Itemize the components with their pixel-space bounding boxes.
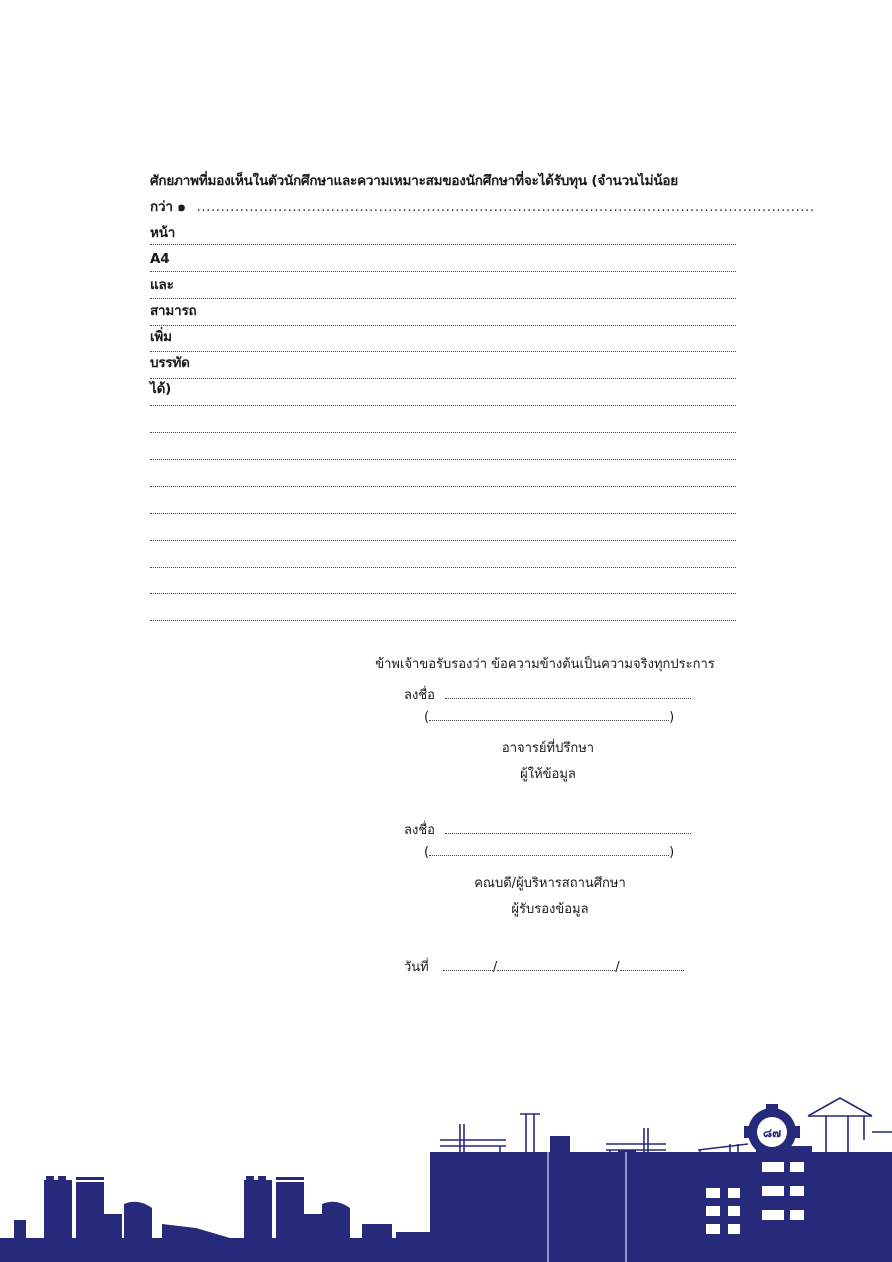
answer-line[interactable] bbox=[150, 311, 736, 338]
emblem-number: ๘๗ bbox=[762, 1126, 782, 1140]
signature-1-label: ลงชื่อ bbox=[404, 688, 435, 703]
date-row bbox=[404, 956, 684, 977]
city-skyline-footer bbox=[0, 1080, 892, 1262]
answer-line[interactable] bbox=[150, 472, 736, 499]
answer-lines bbox=[150, 230, 736, 633]
signature-2-role: คณบดี/ผู้บริหารสถานศึกษา bbox=[474, 876, 626, 891]
signature-2-name-line[interactable] bbox=[429, 845, 669, 856]
paren-open: ( bbox=[424, 710, 430, 725]
answer-line[interactable] bbox=[150, 257, 736, 284]
paren-close: ) bbox=[669, 845, 675, 860]
signature-1-role: อาจารย์ที่ปรึกษา bbox=[501, 741, 595, 756]
answer-line[interactable] bbox=[150, 284, 736, 311]
answer-line[interactable] bbox=[150, 445, 736, 472]
date-day-line[interactable] bbox=[443, 960, 493, 971]
signature-2-label: ลงชื่อ bbox=[404, 823, 435, 838]
answer-line[interactable] bbox=[150, 391, 736, 418]
date-month-line[interactable] bbox=[497, 960, 615, 971]
date-label: วันที่ bbox=[404, 960, 429, 975]
answer-line[interactable] bbox=[150, 580, 736, 607]
date-separator: / bbox=[492, 960, 498, 975]
signature-1-line[interactable] bbox=[445, 688, 691, 699]
signature-1-row bbox=[404, 684, 691, 705]
heading-answer-line[interactable]: ................................................................................................................................. bbox=[196, 199, 815, 215]
signature-1-name-line[interactable] bbox=[429, 710, 669, 721]
skyline-buildings bbox=[0, 1136, 892, 1262]
answer-line[interactable] bbox=[150, 606, 736, 633]
signature-2-row bbox=[404, 819, 691, 840]
answer-line[interactable] bbox=[150, 418, 736, 445]
heading-line-1: ศักยภาพที่มองเห็นในตัวนักศึกษาและความเหมาะสมของนักศึกษาที่จะได้รับทุน (จำนวนไม่น้อย bbox=[150, 173, 679, 189]
paren-open: ( bbox=[424, 845, 430, 860]
certification-statement: ข้าพเจ้าขอรับรองว่า ข้อความข้างต้นเป็นความจริงทุกประการ bbox=[375, 657, 715, 672]
answer-line[interactable] bbox=[150, 499, 736, 526]
signature-1-name-row bbox=[424, 710, 674, 725]
date-separator: / bbox=[615, 960, 620, 975]
answer-line[interactable] bbox=[150, 338, 736, 365]
signature-2-subrole: ผู้รับรองข้อมูล bbox=[511, 902, 589, 917]
answer-line[interactable] bbox=[150, 526, 736, 553]
answer-line[interactable] bbox=[150, 230, 736, 257]
answer-line[interactable] bbox=[150, 553, 736, 580]
answer-line[interactable] bbox=[150, 364, 736, 391]
signature-1-subrole: ผู้ให้ข้อมูล bbox=[520, 767, 576, 782]
paren-close: ) bbox=[669, 710, 675, 725]
date-year-line[interactable] bbox=[620, 960, 684, 971]
signature-2-name-row bbox=[424, 845, 674, 860]
signature-2-line[interactable] bbox=[445, 823, 691, 834]
heading-line-2: กว่า ๑ หน้า A4 และสามารถเพิ่มบรรทัดได้) bbox=[150, 199, 197, 397]
